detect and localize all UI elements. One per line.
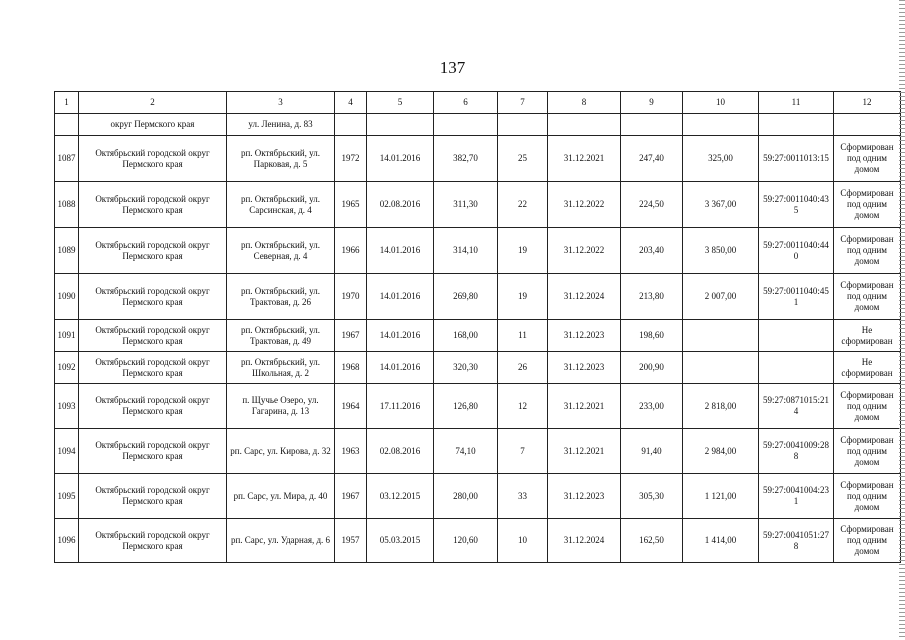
status-cell: Сформирован под одним домом [834,384,901,429]
cadastral-number-cell: 59:27:0041051:278 [759,519,834,563]
area-cell: 126,80 [434,384,498,429]
empty-cell [834,114,901,136]
area-cell: 91,40 [621,429,683,474]
year-cell: 1970 [335,274,367,320]
deadline-cell: 31.12.2024 [548,519,621,563]
address-cell: рп. Октябрьский, ул. Трактовая, д. 26 [227,274,335,320]
header-cell: 9 [621,92,683,114]
count-cell: 11 [498,320,548,352]
area-cell: 247,40 [621,136,683,182]
status-cell: Сформирован под одним домом [834,519,901,563]
table-row [55,320,901,352]
address-cell: п. Щучье Озеро, ул. Гагарина, д. 13 [227,384,335,429]
header-cell: 3 [227,92,335,114]
year-cell: 1967 [335,474,367,519]
municipality-cell: Октябрьский городской округ Пермского края [79,182,227,228]
address-cell: рп. Сарс, ул. Мира, д. 40 [227,474,335,519]
cadastral-number-cell: 59:27:0041009:288 [759,429,834,474]
date-cell: 14.01.2016 [367,352,434,384]
address-cell: ул. Ленина, д. 83 [227,114,335,136]
table-row [55,429,901,474]
area-cell: 311,30 [434,182,498,228]
page-number: 137 [439,58,466,77]
deadline-cell: 31.12.2024 [548,274,621,320]
row-number-cell: 1093 [55,384,79,429]
deadline-cell: 31.12.2021 [548,384,621,429]
area-cell: 320,30 [434,352,498,384]
table-row [55,136,901,182]
municipality-cell: Октябрьский городской округ Пермского края [79,274,227,320]
land-area-cell: 2 984,00 [683,429,759,474]
housing-register-table [54,91,901,563]
column-number-header [55,92,901,114]
header-cell: 1 [55,92,79,114]
area-cell: 224,50 [621,182,683,228]
deadline-cell: 31.12.2023 [548,320,621,352]
table-row [55,274,901,320]
row-number-cell: 1095 [55,474,79,519]
empty-cell [683,114,759,136]
header-cell: 12 [834,92,901,114]
row-number-cell: 1087 [55,136,79,182]
count-cell: 22 [498,182,548,228]
address-cell: рп. Сарс, ул. Кирова, д. 32 [227,429,335,474]
area-cell: 280,00 [434,474,498,519]
municipality-cell: Октябрьский городской округ Пермского края [79,320,227,352]
cadastral-number-cell: 59:27:0011013:15 [759,136,834,182]
header-cell: 8 [548,92,621,114]
address-cell: рп. Сарс, ул. Ударная, д. 6 [227,519,335,563]
date-cell: 14.01.2016 [367,274,434,320]
address-cell: рп. Октябрьский, ул. Сарсинская, д. 4 [227,182,335,228]
year-cell: 1957 [335,519,367,563]
count-cell: 12 [498,384,548,429]
deadline-cell: 31.12.2021 [548,429,621,474]
land-area-cell [683,320,759,352]
cadastral-number-cell: 59:27:0011040:440 [759,228,834,274]
row-number-cell: 1094 [55,429,79,474]
row-number-cell: 1092 [55,352,79,384]
cadastral-number-cell: 59:27:0041004:231 [759,474,834,519]
status-cell: Сформирован под одним домом [834,429,901,474]
status-cell: Сформирован под одним домом [834,474,901,519]
municipality-cell: Октябрьский городской округ Пермского края [79,384,227,429]
year-cell: 1966 [335,228,367,274]
deadline-cell: 31.12.2021 [548,136,621,182]
table-row [55,519,901,563]
empty-cell [498,114,548,136]
municipality-cell: округ Пермского края [79,114,227,136]
year-cell: 1967 [335,320,367,352]
header-cell: 2 [79,92,227,114]
area-cell: 74,10 [434,429,498,474]
count-cell: 7 [498,429,548,474]
land-area-cell: 3 367,00 [683,182,759,228]
area-cell: 233,00 [621,384,683,429]
cadastral-number-cell: 59:27:0871015:214 [759,384,834,429]
date-cell: 02.08.2016 [367,429,434,474]
scan-edge-artifact [899,0,905,640]
land-area-cell: 1 121,00 [683,474,759,519]
header-cell: 10 [683,92,759,114]
header-cell: 5 [367,92,434,114]
land-area-cell: 2 007,00 [683,274,759,320]
header-cell: 11 [759,92,834,114]
area-cell: 168,00 [434,320,498,352]
count-cell: 26 [498,352,548,384]
status-cell: Сформирован под одним домом [834,136,901,182]
municipality-cell: Октябрьский городской округ Пермского края [79,429,227,474]
municipality-cell: Октябрьский городской округ Пермского края [79,519,227,563]
area-cell: 198,60 [621,320,683,352]
row-number-cell: 1091 [55,320,79,352]
deadline-cell: 31.12.2022 [548,228,621,274]
table-row [55,182,901,228]
empty-cell [548,114,621,136]
count-cell: 33 [498,474,548,519]
year-cell: 1965 [335,182,367,228]
status-cell: Не сформирован [834,320,901,352]
header-cell: 7 [498,92,548,114]
status-cell: Не сформирован [834,352,901,384]
date-cell: 14.01.2016 [367,136,434,182]
area-cell: 382,70 [434,136,498,182]
empty-cell [434,114,498,136]
empty-cell [367,114,434,136]
cadastral-number-cell: 59:27:0011040:435 [759,182,834,228]
status-cell: Сформирован под одним домом [834,274,901,320]
count-cell: 19 [498,274,548,320]
municipality-cell: Октябрьский городской округ Пермского края [79,136,227,182]
header-cell: 4 [335,92,367,114]
table-row [55,228,901,274]
row-number-cell: 1090 [55,274,79,320]
empty-cell [759,114,834,136]
continuation-row [55,114,901,136]
area-cell: 162,50 [621,519,683,563]
area-cell: 314,10 [434,228,498,274]
area-cell: 200,90 [621,352,683,384]
date-cell: 14.01.2016 [367,228,434,274]
area-cell: 213,80 [621,274,683,320]
area-cell: 269,80 [434,274,498,320]
year-cell: 1968 [335,352,367,384]
municipality-cell: Октябрьский городской округ Пермского края [79,352,227,384]
cadastral-number-cell [759,320,834,352]
area-cell: 203,40 [621,228,683,274]
deadline-cell: 31.12.2023 [548,352,621,384]
status-cell: Сформирован под одним домом [834,182,901,228]
municipality-cell: Октябрьский городской округ Пермского края [79,474,227,519]
land-area-cell: 3 850,00 [683,228,759,274]
land-area-cell: 1 414,00 [683,519,759,563]
count-cell: 19 [498,228,548,274]
table-row [55,384,901,429]
date-cell: 14.01.2016 [367,320,434,352]
status-cell: Сформирован под одним домом [834,228,901,274]
address-cell: рп. Октябрьский, ул. Парковая, д. 5 [227,136,335,182]
land-area-cell [683,352,759,384]
empty-cell [621,114,683,136]
date-cell: 02.08.2016 [367,182,434,228]
address-cell: рп. Октябрьский, ул. Северная, д. 4 [227,228,335,274]
year-cell: 1972 [335,136,367,182]
land-area-cell: 325,00 [683,136,759,182]
municipality-cell: Октябрьский городской округ Пермского края [79,228,227,274]
empty-cell [55,114,79,136]
cadastral-number-cell: 59:27:0011040:451 [759,274,834,320]
row-number-cell: 1088 [55,182,79,228]
date-cell: 17.11.2016 [367,384,434,429]
empty-cell [335,114,367,136]
address-cell: рп. Октябрьский, ул. Школьная, д. 2 [227,352,335,384]
address-cell: рп. Октябрьский, ул. Трактовая, д. 49 [227,320,335,352]
deadline-cell: 31.12.2022 [548,182,621,228]
area-cell: 305,30 [621,474,683,519]
year-cell: 1964 [335,384,367,429]
count-cell: 25 [498,136,548,182]
area-cell: 120,60 [434,519,498,563]
cadastral-number-cell [759,352,834,384]
land-area-cell: 2 818,00 [683,384,759,429]
date-cell: 03.12.2015 [367,474,434,519]
row-number-cell: 1089 [55,228,79,274]
date-cell: 05.03.2015 [367,519,434,563]
header-cell: 6 [434,92,498,114]
count-cell: 10 [498,519,548,563]
table-row [55,352,901,384]
deadline-cell: 31.12.2023 [548,474,621,519]
year-cell: 1963 [335,429,367,474]
table-row [55,474,901,519]
row-number-cell: 1096 [55,519,79,563]
